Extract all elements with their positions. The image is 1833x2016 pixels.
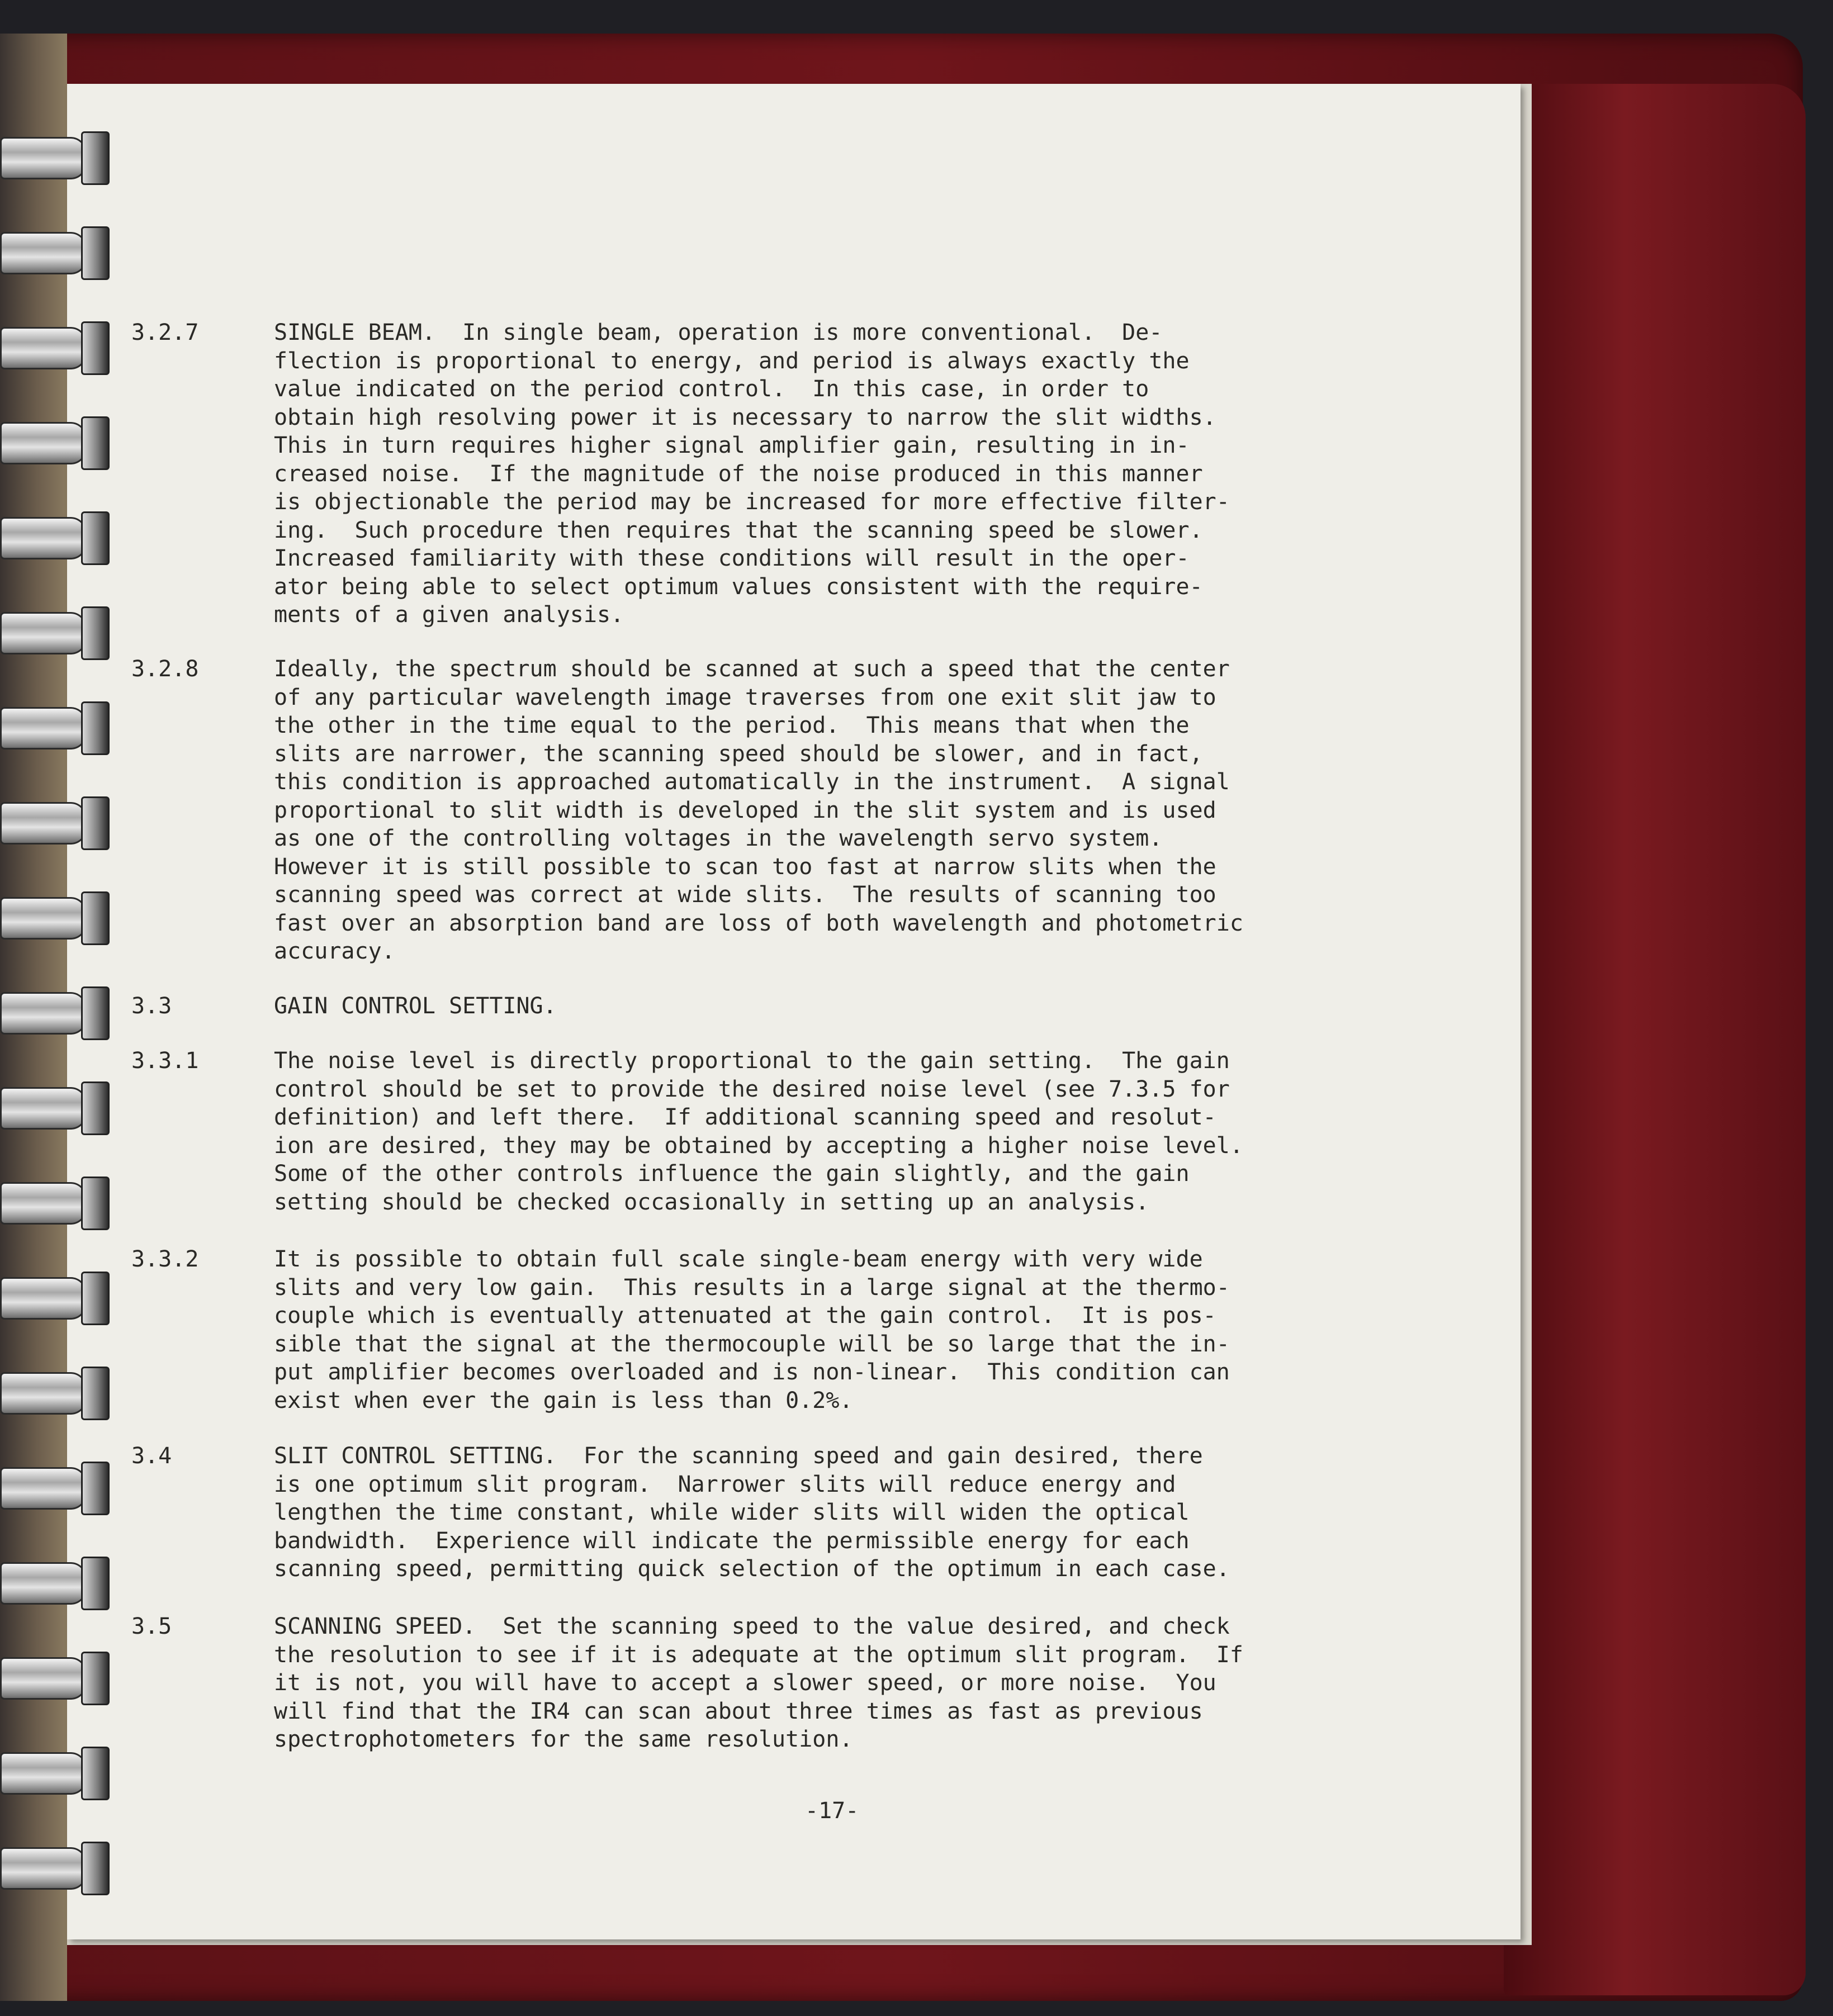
section-line: slits are narrower, the scanning speed should be slower, and in fact, <box>274 741 1203 767</box>
binder-ring <box>0 1652 112 1702</box>
section-3-4 <box>131 1442 1476 1583</box>
section-line: flection is proportional to energy, and period is always exactly the <box>274 348 1190 374</box>
binder-ring <box>0 1557 112 1607</box>
binder-ring <box>0 226 112 277</box>
section-3-2-8 <box>131 655 1476 966</box>
section-line: scanning speed was correct at wide slits. The results of scanning too <box>274 882 1216 908</box>
section-line: SCANNING SPEED. Set the scanning speed to the value desired, and check <box>274 1614 1230 1639</box>
binder-ring <box>0 1462 112 1512</box>
section-line: exist when ever the gain is less than 0.2%. <box>274 1387 853 1413</box>
section-line: the other in the time equal to the period. This means that when the <box>274 713 1190 738</box>
section-line: However it is still possible to scan too fast at narrow slits when the <box>274 853 1216 880</box>
binder-cover-edge <box>1504 84 1806 1995</box>
section-3-3-1 <box>131 1047 1476 1216</box>
section-line: will find that the IR4 can scan about three times as fast as previous <box>274 1698 1203 1724</box>
section-number: 3.3.1 <box>131 1048 199 1074</box>
section-number: 3.2.8 <box>131 656 199 682</box>
section-line: ion are desired, they may be obtained by accepting a higher noise level. <box>274 1132 1243 1159</box>
section-line: value indicated on the period control. In this case, in order to <box>274 376 1149 402</box>
binder-ring <box>0 796 112 847</box>
document-page <box>67 84 1521 1939</box>
section-line: bandwidth. Experience will indicate the permissible energy for each <box>274 1528 1190 1554</box>
section-line: proportional to slit width is developed in the slit system and is used <box>274 797 1216 823</box>
page-text <box>67 84 1521 1939</box>
section-line: The noise level is directly proportional to the gain setting. The gain <box>274 1048 1230 1074</box>
section-line: accuracy. <box>274 938 395 964</box>
section-heading: GAIN CONTROL SETTING. <box>274 993 557 1019</box>
section-line: Some of the other controls influence the gain slightly, and the gain <box>274 1161 1190 1187</box>
binder-ring <box>0 1842 112 1892</box>
binder-ring <box>0 891 112 942</box>
section-number: 3.3 <box>131 993 172 1019</box>
section-line: put amplifier becomes overloaded and is non-linear. This condition can <box>274 1359 1230 1385</box>
section-line: Ideally, the spectrum should be scanned at such a speed that the center <box>274 656 1230 682</box>
section-3-2-7 <box>131 319 1476 629</box>
binder-ring <box>0 131 112 182</box>
section-line: lengthen the time constant, while wider slits will widen the optical <box>274 1500 1190 1525</box>
section-line: as one of the controlling voltages in the wavelength servo system. <box>274 826 1163 851</box>
section-line: sible that the signal at the thermocouple will be so large that the in- <box>274 1331 1230 1357</box>
section-line: Increased familiarity with these conditions will result in the oper- <box>274 545 1190 571</box>
binder-ring <box>0 511 112 562</box>
section-line: definition) and left there. If additional scanning speed and resolut- <box>274 1104 1216 1130</box>
section-line: slits and very low gain. This results in a large signal at the thermo- <box>274 1274 1230 1301</box>
section-line: it is not, you will have to accept a slower speed, or more noise. You <box>274 1670 1216 1696</box>
section-line: It is possible to obtain full scale single-beam energy with very wide <box>274 1246 1203 1272</box>
section-line: setting should be checked occasionally in setting up an analysis. <box>274 1189 1149 1215</box>
binder-ring <box>0 1747 112 1797</box>
section-line: spectrophotometers for the same resolution. <box>274 1726 853 1752</box>
section-3-5 <box>131 1612 1476 1754</box>
section-line: couple which is eventually attenuated at the gain control. It is pos- <box>274 1303 1216 1329</box>
binder-ring <box>0 1367 112 1417</box>
section-line: the resolution to see if it is adequate at the optimum slit program. If <box>274 1642 1243 1668</box>
binder-ring <box>0 986 112 1037</box>
binder-ring <box>0 1272 112 1322</box>
section-line: fast over an absorption band are loss of both wavelength and photometric <box>274 910 1243 936</box>
section-line: SINGLE BEAM. In single beam, operation is more conventional. De- <box>274 320 1163 345</box>
binder-ring <box>0 321 112 372</box>
section-line: This in turn requires higher signal amplifier gain, resulting in in- <box>274 433 1190 458</box>
section-line: this condition is approached automatically in the instrument. A signal <box>274 769 1230 795</box>
binder-ring <box>0 1177 112 1227</box>
binder-ring <box>0 1081 112 1132</box>
section-line: control should be set to provide the desired noise level (see 7.3.5 for <box>274 1076 1230 1102</box>
page-number: -17- <box>805 1798 859 1824</box>
section-line: is one optimum slit program. Narrower slits will reduce energy and <box>274 1471 1176 1497</box>
section-line: is objectionable the period may be increased for more effective filter- <box>274 489 1230 515</box>
binder-ring <box>0 416 112 467</box>
section-number: 3.3.2 <box>131 1246 199 1272</box>
section-line: creased noise. If the magnitude of the noise produced in this manner <box>274 461 1203 487</box>
section-line: ator being able to select optimum values consistent with the require- <box>274 573 1203 600</box>
section-number: 3.4 <box>131 1443 172 1469</box>
binder-ring <box>0 701 112 752</box>
section-line: obtain high resolving power it is necessary to narrow the slit widths. <box>274 404 1216 430</box>
section-3-3 <box>131 992 1476 1021</box>
section-number: 3.5 <box>131 1614 172 1639</box>
section-line: scanning speed, permitting quick selection of the optimum in each case. <box>274 1556 1230 1582</box>
section-line: ing. Such procedure then requires that the scanning speed be slower. <box>274 517 1203 543</box>
section-line: of any particular wavelength image traverses from one exit slit jaw to <box>274 684 1216 710</box>
section-line: SLIT CONTROL SETTING. For the scanning speed and gain desired, there <box>274 1443 1203 1469</box>
section-3-3-2 <box>131 1245 1476 1415</box>
section-line: ments of a given analysis. <box>274 602 624 628</box>
section-number: 3.2.7 <box>131 320 199 345</box>
binder-ring <box>0 606 112 657</box>
